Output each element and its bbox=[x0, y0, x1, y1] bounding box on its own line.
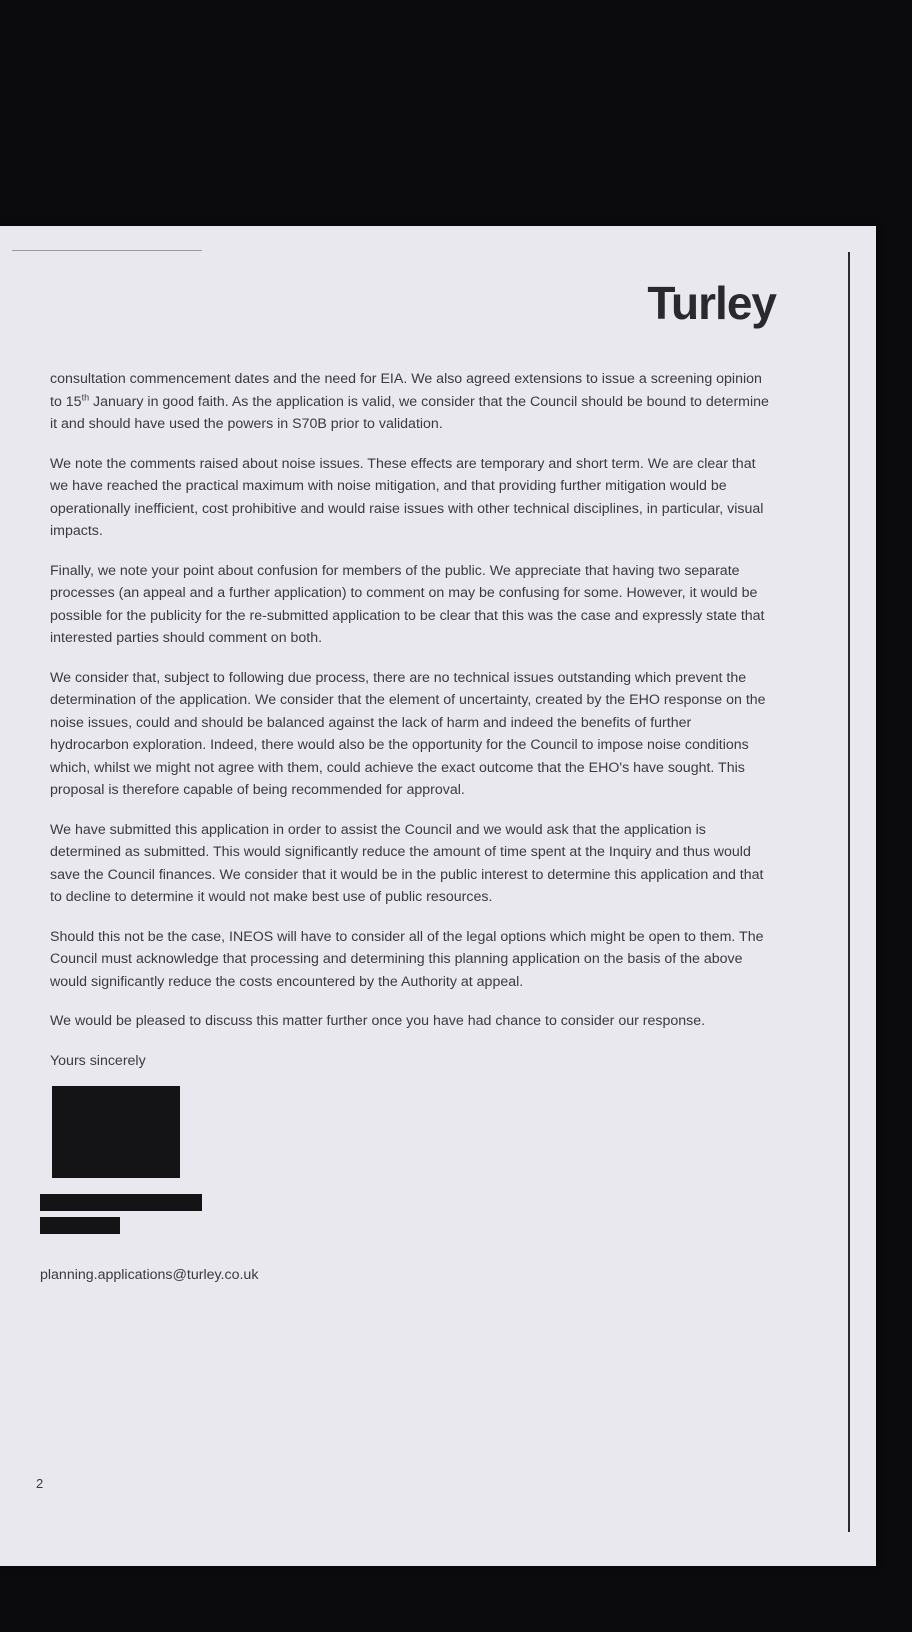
paragraph-eia: consultation commencement dates and the need for EIA. We also agreed extensions to issue a screening opinion to 15th January in good faith. As the application is valid, we consider that the Council should be bound to determine it and should have used the powers in S70B prior to validation. bbox=[50, 371, 769, 432]
paragraph-legal: Should this not be the case, INEOS will have to consider all of the legal options which might be open to them. The Council must acknowledge that processing and determining this planning application on the basis of the above would significantly reduce the costs encountered by the Authority at appeal. bbox=[50, 928, 764, 990]
redacted-title bbox=[40, 1217, 120, 1234]
closing-salutation: Yours sincerely bbox=[50, 1052, 146, 1069]
paragraph-submission: We have submitted this application in order to assist the Council and we would ask that the application is determined as submitted. This would significantly reduce the amount of time spent at the Inquiry and thus would save the Council finances. We consider that it would be in the public interest to determine this application and that to decline to determine it would not make best use of public resources. bbox=[50, 821, 764, 905]
paragraph-noise: We note the comments raised about noise issues. These effects are temporary and short term. We are clear that we have reached the practical maximum with noise mitigation, and that providing further mitigation would be operationally inefficient, cost prohibitive and would raise issues with other technical disciplines, in particular, visual impacts. bbox=[50, 455, 764, 539]
letter-body bbox=[40, 368, 770, 1287]
page-edge-shadow bbox=[848, 252, 850, 1532]
letter-page bbox=[0, 226, 876, 1566]
redacted-name bbox=[40, 1194, 202, 1211]
top-rule bbox=[12, 250, 202, 251]
paragraph-confusion: Finally, we note your point about confusion for members of the public. We appreciate that having two separate processes (an appeal and a further application) to comment on may be confusing for some. However, it would be possible for the publicity for the re-submitted application to be clear that this was the case and expressly state that interested parties should comment on both. bbox=[50, 562, 765, 646]
redacted-signature bbox=[52, 1086, 180, 1178]
contact-email[interactable]: planning.applications@turley.co.uk bbox=[40, 1267, 259, 1283]
page-number: 2 bbox=[36, 1476, 44, 1491]
paragraph-discuss: We would be pleased to discuss this matter further once you have had chance to consider our response. bbox=[50, 1013, 706, 1029]
paragraph-technical: We consider that, subject to following due process, there are no technical issues outstanding which prevent the determination of the application. We consider that the element of uncertainty, created by the EHO response on the noise issues, could and should be balanced against the lack of harm and indeed the benefits of further hydrocarbon exploration. Indeed, there would also be the opportunity for the Council to impose noise conditions which, whilst we might not agree with them, could achieve the exact outcome that the EHO's have sought. This proposal is therefore capable of being recommended for approval. bbox=[50, 669, 766, 798]
turley-logo: Turley bbox=[647, 277, 776, 329]
